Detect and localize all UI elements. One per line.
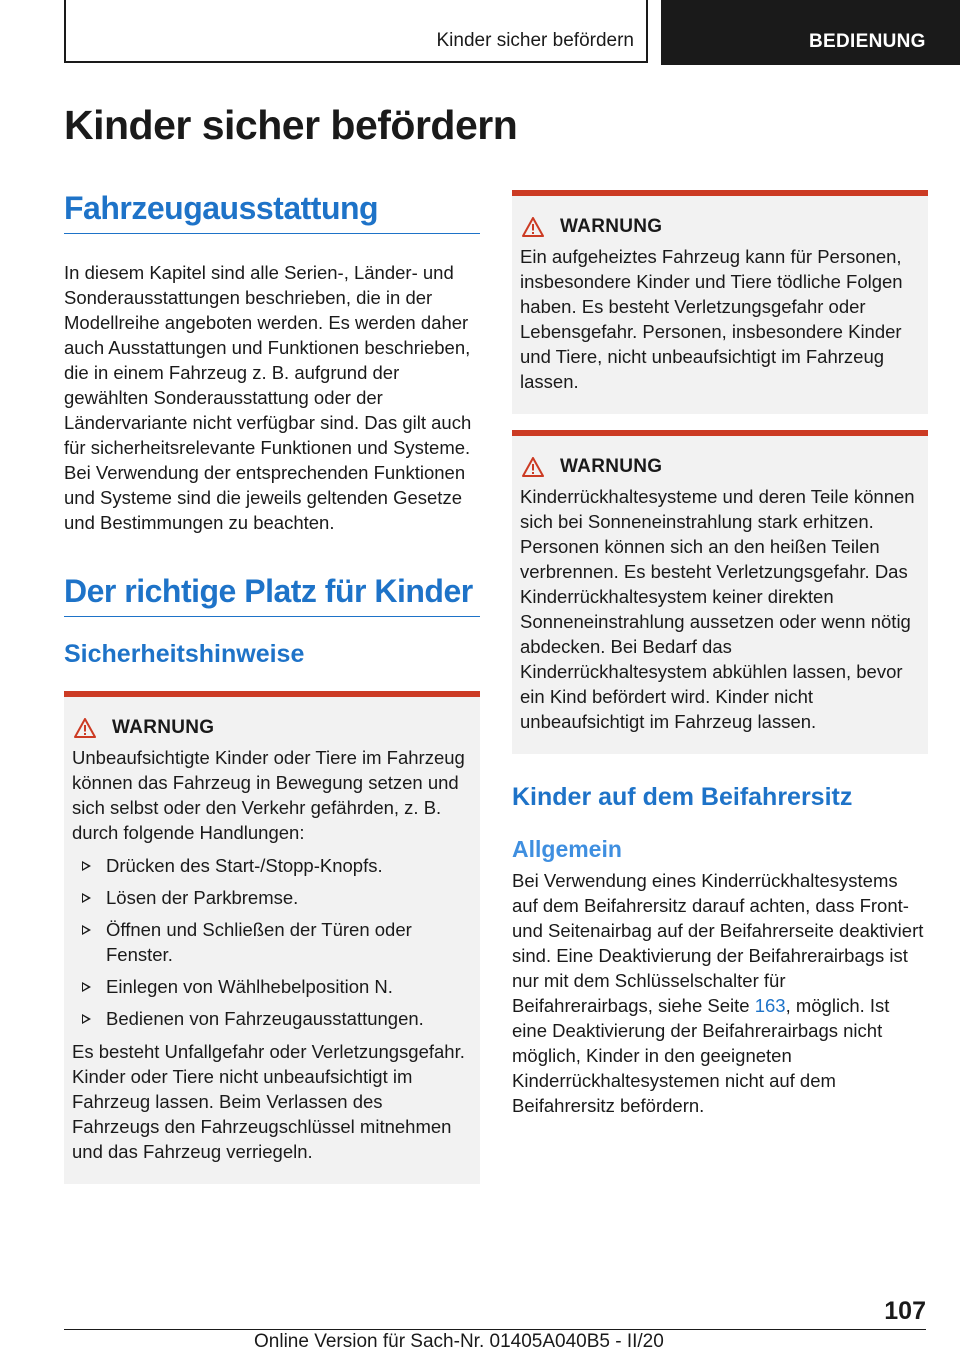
warning-header: [522, 216, 920, 238]
section-tab-label: BEDIENUNG: [809, 31, 926, 52]
subheading-allgemein: Allgemein: [512, 836, 622, 862]
bullet-triangle-icon: [82, 925, 91, 935]
page-title: Kinder sicher befördern: [64, 102, 518, 148]
section-heading-fahrzeugausstattung: Fahrzeugausstattung: [64, 190, 480, 234]
footer-rule-right: [864, 1329, 926, 1330]
bullet-triangle-icon: [82, 982, 91, 992]
subheading-sicherheitshinweise: Sicherheitshinweise: [64, 639, 305, 668]
running-title: Kinder sicher befördern: [436, 30, 634, 51]
right-column: [512, 190, 928, 1118]
warning-text: Kinderrückhaltesysteme und deren Teile können sich bei Sonneneinstrahlung stark erhitzen. Personen können sich an den heißen Teilen verbrennen. Es besteht Verletzungsgefahr. Das Kinderrückhaltesystem keiner direkten Sonneneinstrahlung aussetzen oder wenn nötig abdecken. Bei Bedarf das Kinderrückhaltesystem abkühlen lassen, bevor ein Kind befördert wird. Kinder nicht unbeaufsichtigt im Fahrzeug lassen.: [520, 486, 915, 732]
warning-box: [512, 190, 928, 414]
list-item: Drücken des Start-/Stopp-Knopfs.: [72, 853, 472, 878]
bullet-triangle-icon: [82, 1014, 91, 1024]
section-heading-platz: Der richtige Platz für Kinder: [64, 573, 480, 617]
warning-triangle-icon: [522, 217, 544, 237]
subheading-beifahrersitz: Kinder auf dem Beifahrersitz: [512, 783, 853, 811]
warning-box: [512, 430, 928, 754]
warning-label: WARNUNG: [560, 216, 663, 237]
warning-label: WARNUNG: [112, 716, 215, 738]
warning-intro: Unbeaufsichtigte Kinder oder Tiere im Fahrzeug können das Fahrzeug in Bewegung setzen und sich selbst oder den Verkehr gefährden, z. B. durch folgende Handlungen:: [72, 746, 465, 843]
warning-text: Ein aufgeheiztes Fahrzeug kann für Personen, insbesondere Kinder und Tiere tödliche Folgen haben. Es besteht Verletzungsgefahr oder Lebensgefahr. Personen, insbesondere Kinder und Tiere, nicht unbeaufsichtigt im Fahrzeug lassen.: [520, 246, 903, 392]
intro-paragraph: In diesem Kapitel sind alle Serien-, Länder- und Sonderausstattungen beschrieben, die in der Modellreihe angeboten werden. Es werden daher auch Ausstattungen und Funktionen beschrieben, die in einem Fahrzeug z. B. aufgrund der gewählten Sonderausstattung oder der Ländervariante nicht verfügbar sind. Das gilt auch für sicherheitsrelevante Funktionen und Systeme. Bei Verwendung der entsprechenden Funktionen und Systeme sind die jeweils geltenden Gesetze und Bestimmungen zu beachten.: [64, 261, 472, 533]
footer-rule: [64, 1329, 864, 1330]
warning-label: WARNUNG: [560, 456, 663, 477]
warning-outro: Es besteht Unfallgefahr oder Verletzungsgefahr. Kinder oder Tiere nicht unbeaufsichtigt im Fahrzeug lassen. Beim Verlassen des Fahrzeugs den Fahrzeugschlüssel mitnehmen und das Fahrzeug verriegeln.: [72, 1040, 465, 1162]
header-frame: [64, 0, 648, 63]
list-item: Öffnen und Schließen der Türen oder Fenster.: [72, 917, 472, 967]
list-item: Bedienen von Fahrzeugausstattungen.: [72, 1006, 472, 1031]
warning-triangle-icon: [522, 457, 544, 477]
list-item: Einlegen von Wählhebelposition N.: [72, 974, 472, 999]
warning-header: [522, 456, 920, 478]
warning-box: [64, 691, 480, 1184]
bullet-triangle-icon: [82, 861, 91, 871]
beifahrersitz-paragraph: Bei Verwendung eines Kinderrückhaltesystems auf dem Beifahrersitz darauf achten, dass Front- und Seitenairbag auf der Beifahrerseite deaktiviert sind. Eine Deaktivierung der Beifahrerairbags ist nur mit dem Schlüsselschalter für Beifahrerairbags, siehe Seite 163, möglich. Ist eine Deaktivierung der Beifahrerairbags nicht möglich, Kinder in den geeigneten Kinderrückhaltesystemen nicht auf dem Beifahrersitz befördern.: [512, 869, 924, 1116]
warning-list: [72, 853, 472, 1031]
section-tab[interactable]: [661, 0, 960, 65]
page-number: 107: [884, 1297, 926, 1325]
left-column: [64, 190, 480, 1184]
list-item: Lösen der Parkbremse.: [72, 885, 472, 910]
warning-triangle-icon: [74, 718, 96, 738]
page-reference-link[interactable]: 163: [754, 994, 786, 1016]
warning-header: [74, 717, 472, 739]
footer-online-version: Online Version für Sach-Nr. 01405A040B5 - II/20: [254, 1331, 664, 1352]
bullet-triangle-icon: [82, 893, 91, 903]
